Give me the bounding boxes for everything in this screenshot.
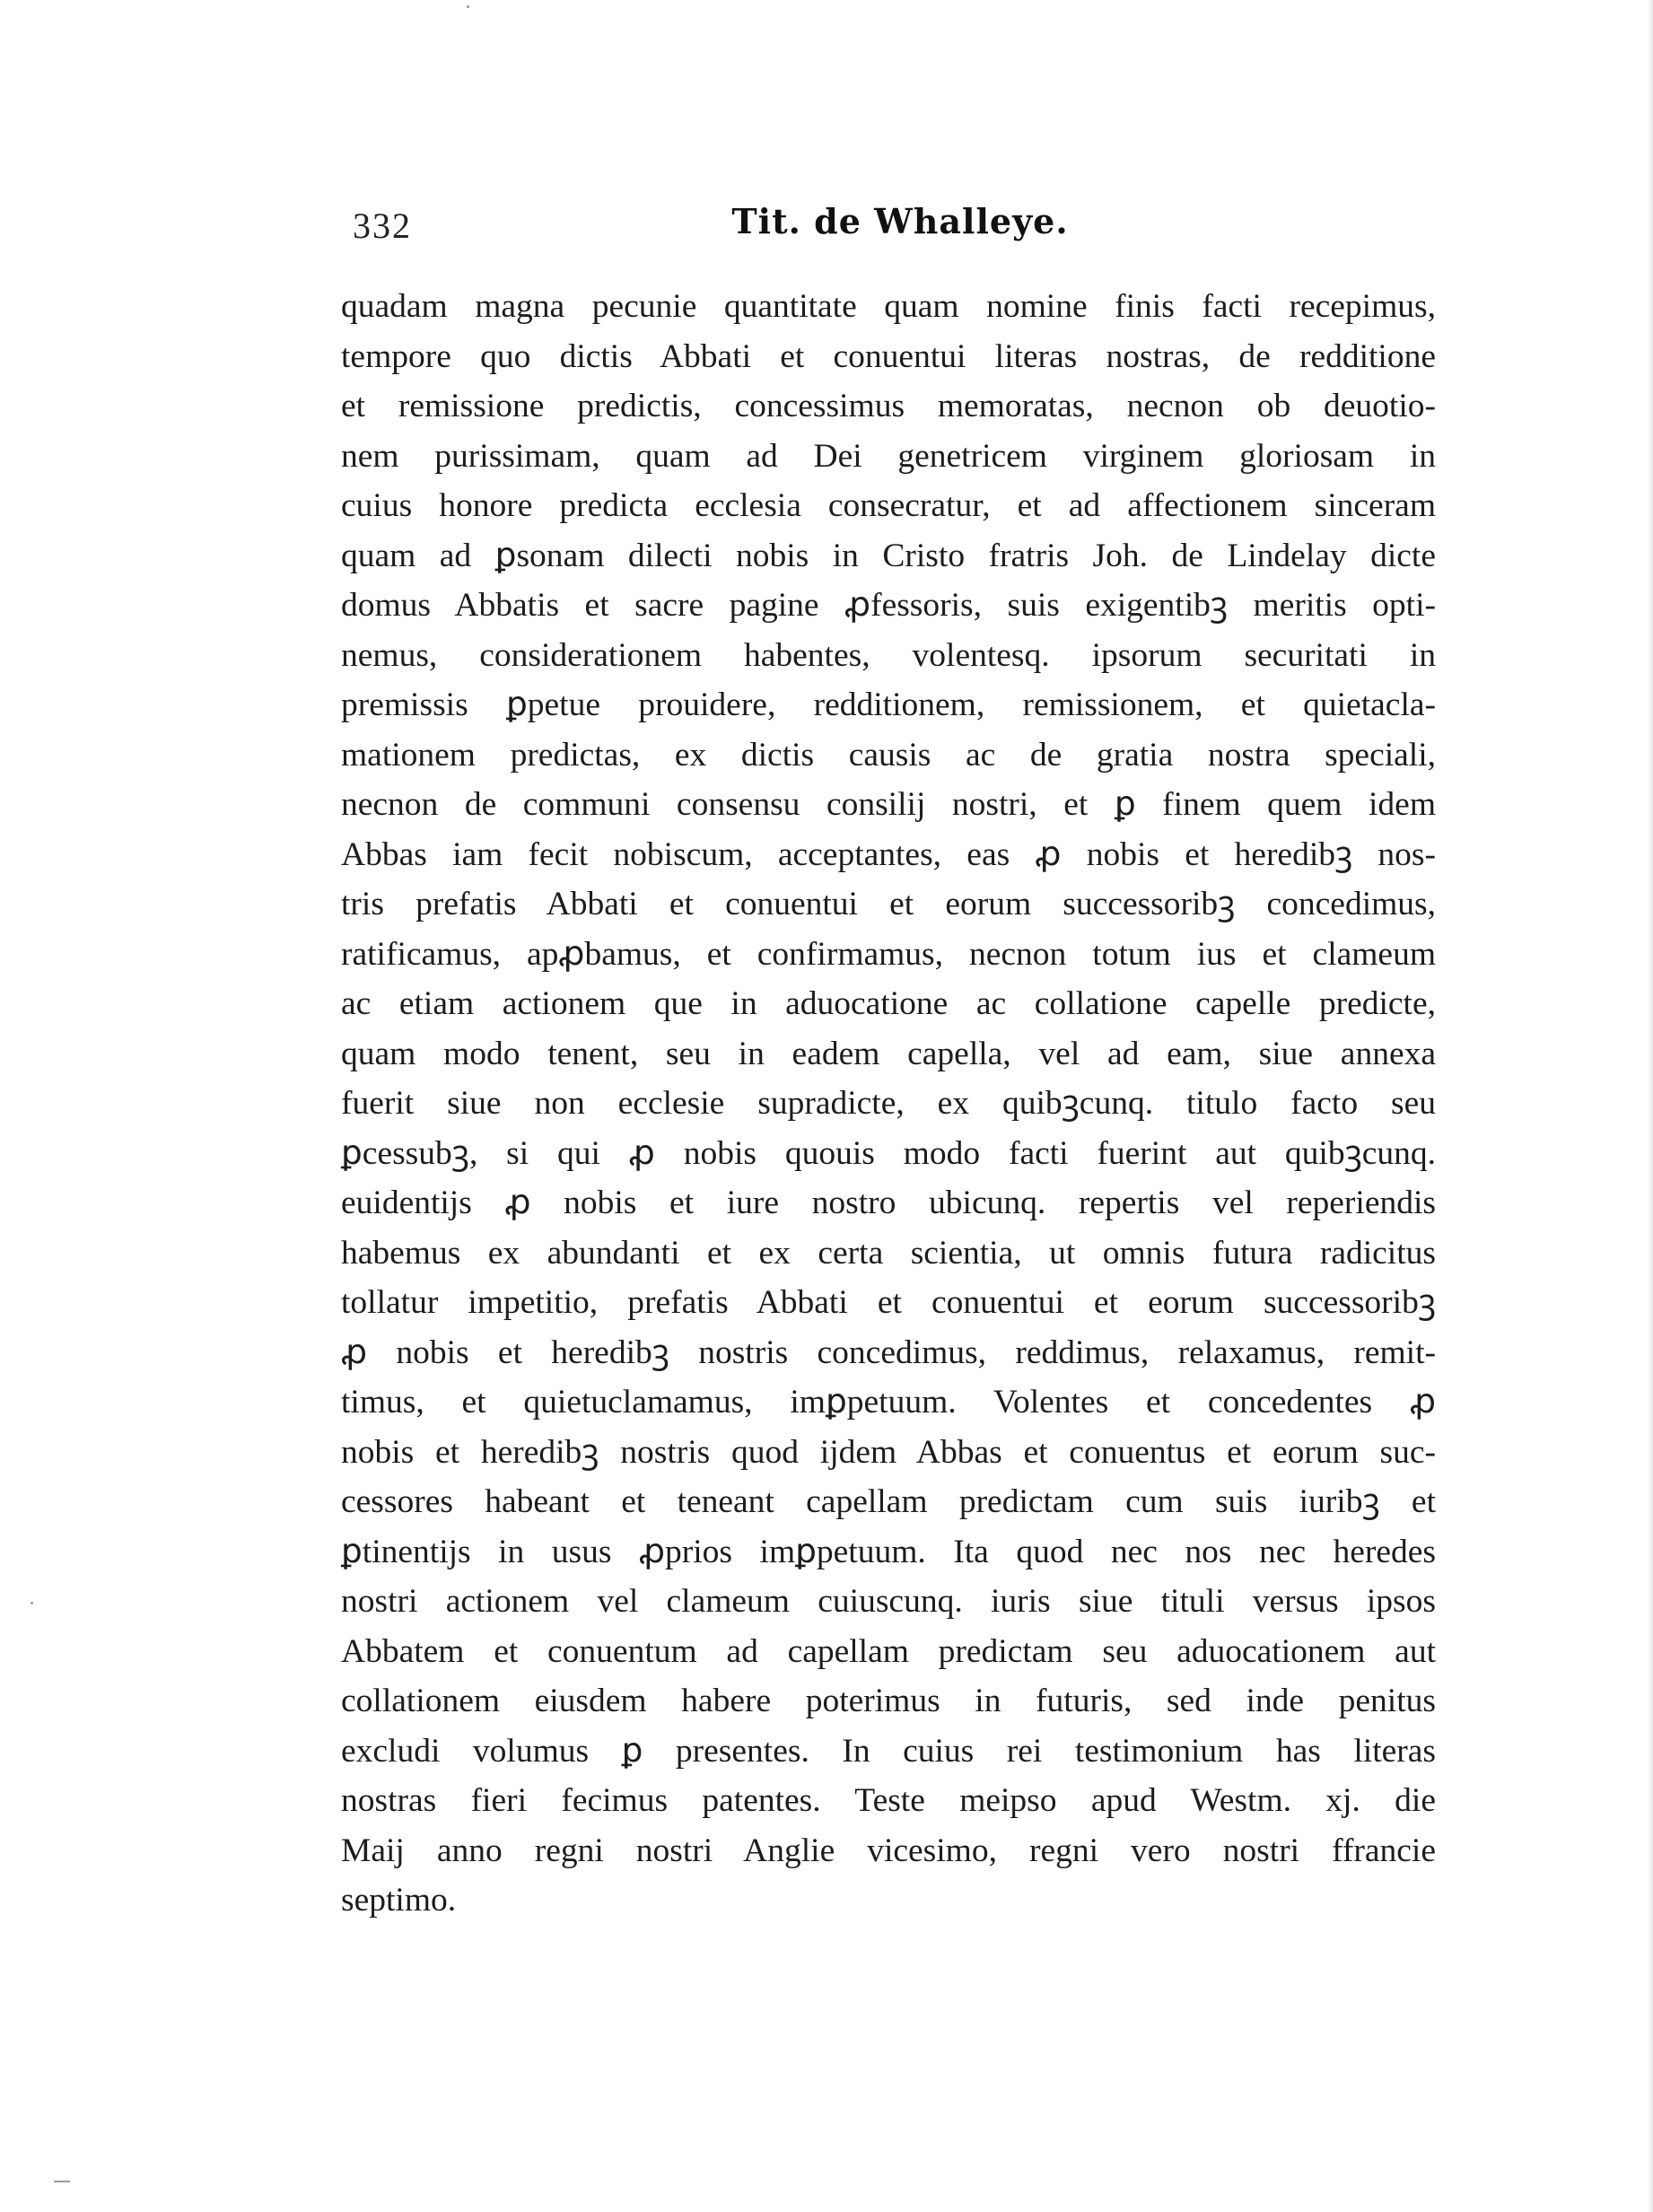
text-line: tris prefatis Abbati et conuentui et eorum successoribꝫ concedimus,: [341, 886, 1436, 922]
scan-speck: [467, 5, 469, 8]
text-line: nostras fieri fecimus patentes. Teste meipso apud Westm. xj. die: [341, 1782, 1436, 1819]
text-line: nemus, considerationem habentes, volentesq. ipsorum securitati in: [341, 636, 1436, 674]
text-line: cessores habeant et teneant capellam predictam cum suis iuribꝫ et: [341, 1483, 1436, 1520]
text-line: quam ad ꝑsonam dilecti nobis in Cristo fratris Joh. de Lindelay dicte: [341, 537, 1436, 574]
page-number: 332: [353, 205, 412, 246]
text-line: et remissione predictis, concessimus memoratas, necnon ob deuotio-: [341, 388, 1436, 424]
text-line: necnon de communi consensu consilij nostri, et ꝑ finem quem idem: [341, 786, 1436, 823]
text-line: domus Abbatis et sacre pagine ꝓfessoris, suis exigentibꝫ meritis opti-: [341, 587, 1436, 624]
body-text: [341, 282, 1436, 1926]
text-line: premissis ꝑpetue prouidere, redditionem, remissionem, et quietacla-: [341, 686, 1436, 723]
text-line: quadam magna pecunie quantitate quam nomine finis facti recepimus,: [341, 288, 1436, 325]
text-line: habemus ex abundanti et ex certa scientia, ut omnis futura radicitus: [341, 1234, 1436, 1272]
text-line: Maij anno regni nostri Anglie vicesimo, regni vero nostri ffrancie: [341, 1832, 1436, 1869]
text-line: ratificamus, apꝓbamus, et confirmamus, necnon totum ius et clameum: [341, 935, 1436, 973]
text-line: nobis et heredibꝫ nostris quod ijdem Abbas et conuentus et eorum suc-: [341, 1433, 1436, 1471]
text-line: ꝑtinentijs in usus ꝓprios imꝑpetuum. Ita quod nec nos nec heredes: [341, 1533, 1436, 1570]
text-line: nostri actionem vel clameum cuiuscunq. iuris siue tituli versus ipsos: [341, 1583, 1436, 1620]
text-line: fuerit siue non ecclesie supradicte, ex quibꝫcunq. titulo facto seu: [341, 1085, 1436, 1122]
text-line: ꝑcessubꝫ, si qui ꝓ nobis quouis modo facti fuerint aut quibꝫcunq.: [341, 1134, 1436, 1172]
running-title: Tit. de Whalleye.: [731, 201, 1069, 241]
text-line: mationem predictas, ex dictis causis ac de gratia nostra speciali,: [341, 736, 1436, 774]
text-line: ꝓ nobis et heredibꝫ nostris concedimus, reddimus, relaxamus, remit-: [341, 1333, 1436, 1371]
text-line-last: septimo.: [341, 1882, 457, 1919]
text-line: tempore quo dictis Abbati et conuentui literas nostras, de redditione: [341, 337, 1436, 375]
text-line: Abbatem et conuentum ad capellam predictam seu aduocationem aut: [341, 1632, 1436, 1670]
text-line: cuius honore predicta ecclesia consecratur, et ad affectionem sinceram: [341, 487, 1436, 524]
text-line: excludi volumus ꝑ presentes. In cuius rei testimonium has literas: [341, 1732, 1436, 1770]
text-line: Abbas iam fecit nobiscum, acceptantes, eas ꝓ nobis et heredibꝫ nos-: [341, 835, 1436, 873]
text-line: collationem eiusdem habere poterimus in futuris, sed inde penitus: [341, 1683, 1436, 1719]
text-line: quam modo tenent, seu in eadem capella, vel ad eam, siue annexa: [341, 1035, 1436, 1072]
page-header: [353, 201, 1447, 258]
text-line: tollatur impetitio, prefatis Abbati et conuentui et eorum successoribꝫ: [341, 1284, 1436, 1321]
text-line: timus, et quietuclamamus, imꝑpetuum. Volentes et concedentes ꝓ: [341, 1384, 1436, 1421]
text-line: nem purissimam, quam ad Dei genetricem virginem gloriosam in: [341, 437, 1436, 475]
scan-edge-shadow: [1648, 0, 1653, 2212]
scan-speck: [54, 2181, 70, 2182]
text-line: ac etiam actionem que in aduocatione ac collatione capelle predicte,: [341, 985, 1436, 1022]
text-line: euidentijs ꝓ nobis et iure nostro ubicunq. repertis vel reperiendis: [341, 1185, 1436, 1221]
scan-speck: [31, 1602, 33, 1604]
